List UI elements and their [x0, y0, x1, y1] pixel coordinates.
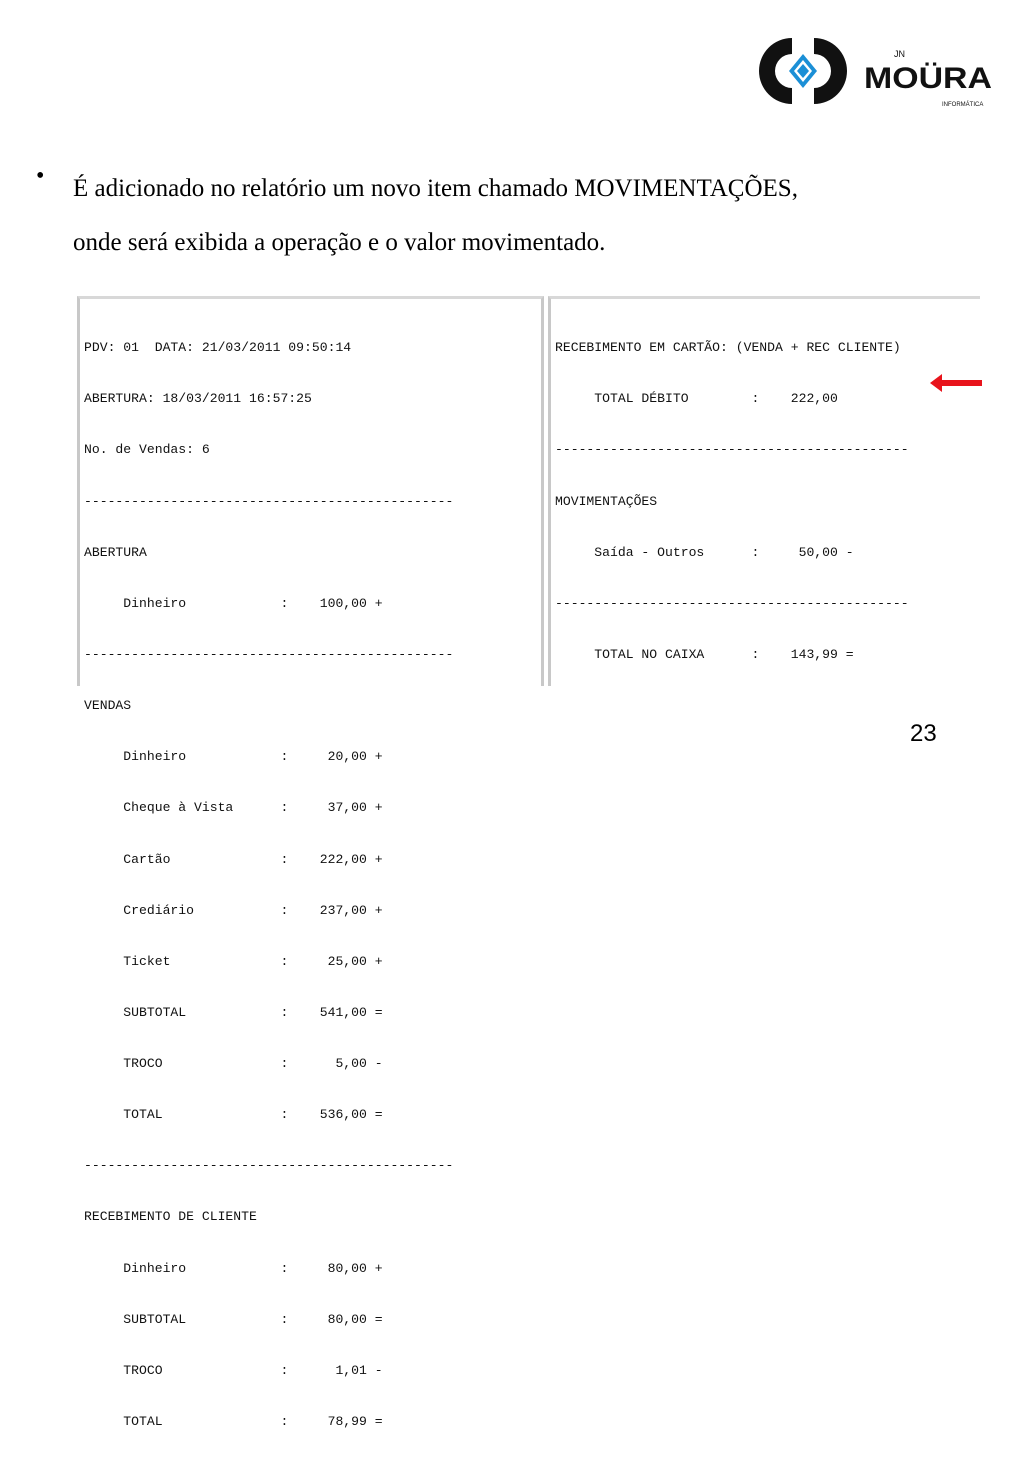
report-pane-left: [77, 296, 544, 1430]
report-line: TOTAL : 78,99 =: [84, 1414, 383, 1430]
report-line: Ticket : 25,00 +: [84, 953, 383, 969]
report-section-heading: RECEBIMENTO EM CARTÃO: (VENDA + REC CLIENTE): [555, 340, 901, 356]
report-divider: ---------------------------------------------: [555, 442, 909, 458]
report-line: TROCO : 5,00 -: [84, 1056, 383, 1072]
report-line: TROCO : 1,01 -: [84, 1362, 383, 1378]
report-line: Cartão : 222,00 +: [84, 851, 383, 867]
report-divider: -----------------------------------------------: [84, 493, 454, 509]
report-line: Dinheiro : 80,00 +: [84, 1260, 383, 1276]
report-line-highlighted: Saída - Outros : 50,00 -: [555, 544, 854, 560]
report-text-left: [80, 299, 541, 1464]
report-line: SUBTOTAL : 80,00 =: [84, 1311, 383, 1327]
logo-initials: JN: [894, 49, 905, 59]
logo-subtitle: INFORMÁTICA: [942, 102, 984, 108]
report-pane-right: [548, 296, 980, 686]
report-line: Dinheiro : 100,00 +: [84, 595, 383, 611]
report-line: No. de Vendas: 6: [84, 442, 210, 458]
left-arrow-icon: [930, 373, 982, 393]
report-line: SUBTOTAL : 541,00 =: [84, 1004, 383, 1020]
report-line: TOTAL DÉBITO : 222,00: [555, 391, 838, 407]
page-number: 23: [910, 720, 937, 747]
logo-wordmark: MOÜRA: [864, 62, 992, 95]
report-line: TOTAL NO CAIXA : 143,99 =: [555, 646, 854, 662]
report-section-heading: ABERTURA: [84, 544, 147, 560]
report-divider: -----------------------------------------------: [84, 646, 454, 662]
bullet-line-1: É adicionado no relatório um novo item chamado MOVIMENTAÇÕES,: [73, 175, 798, 202]
report-line: PDV: 01 DATA: 21/03/2011 09:50:14: [84, 340, 352, 356]
report-section-heading: VENDAS: [84, 698, 132, 714]
report-text-right: [551, 299, 980, 697]
report-divider: -----------------------------------------------: [84, 1158, 454, 1174]
report-section-heading: RECEBIMENTO DE CLIENTE: [84, 1209, 257, 1225]
report-section-heading: MOVIMENTAÇÕES: [555, 493, 658, 509]
report-line: TOTAL : 536,00 =: [84, 1107, 383, 1123]
moura-logo: [752, 30, 996, 112]
report-line: ABERTURA: 18/03/2011 16:57:25: [84, 391, 312, 407]
report-divider: ---------------------------------------------: [555, 595, 909, 611]
bullet-line-2: onde será exibida a operação e o valor movimentado.: [73, 229, 606, 256]
report-line: Cheque à Vista : 37,00 +: [84, 800, 383, 816]
bullet-marker: •: [36, 163, 45, 189]
report-line: Crediário : 237,00 +: [84, 902, 383, 918]
report-line: Dinheiro : 20,00 +: [84, 749, 383, 765]
bullet-text: [73, 162, 1013, 270]
